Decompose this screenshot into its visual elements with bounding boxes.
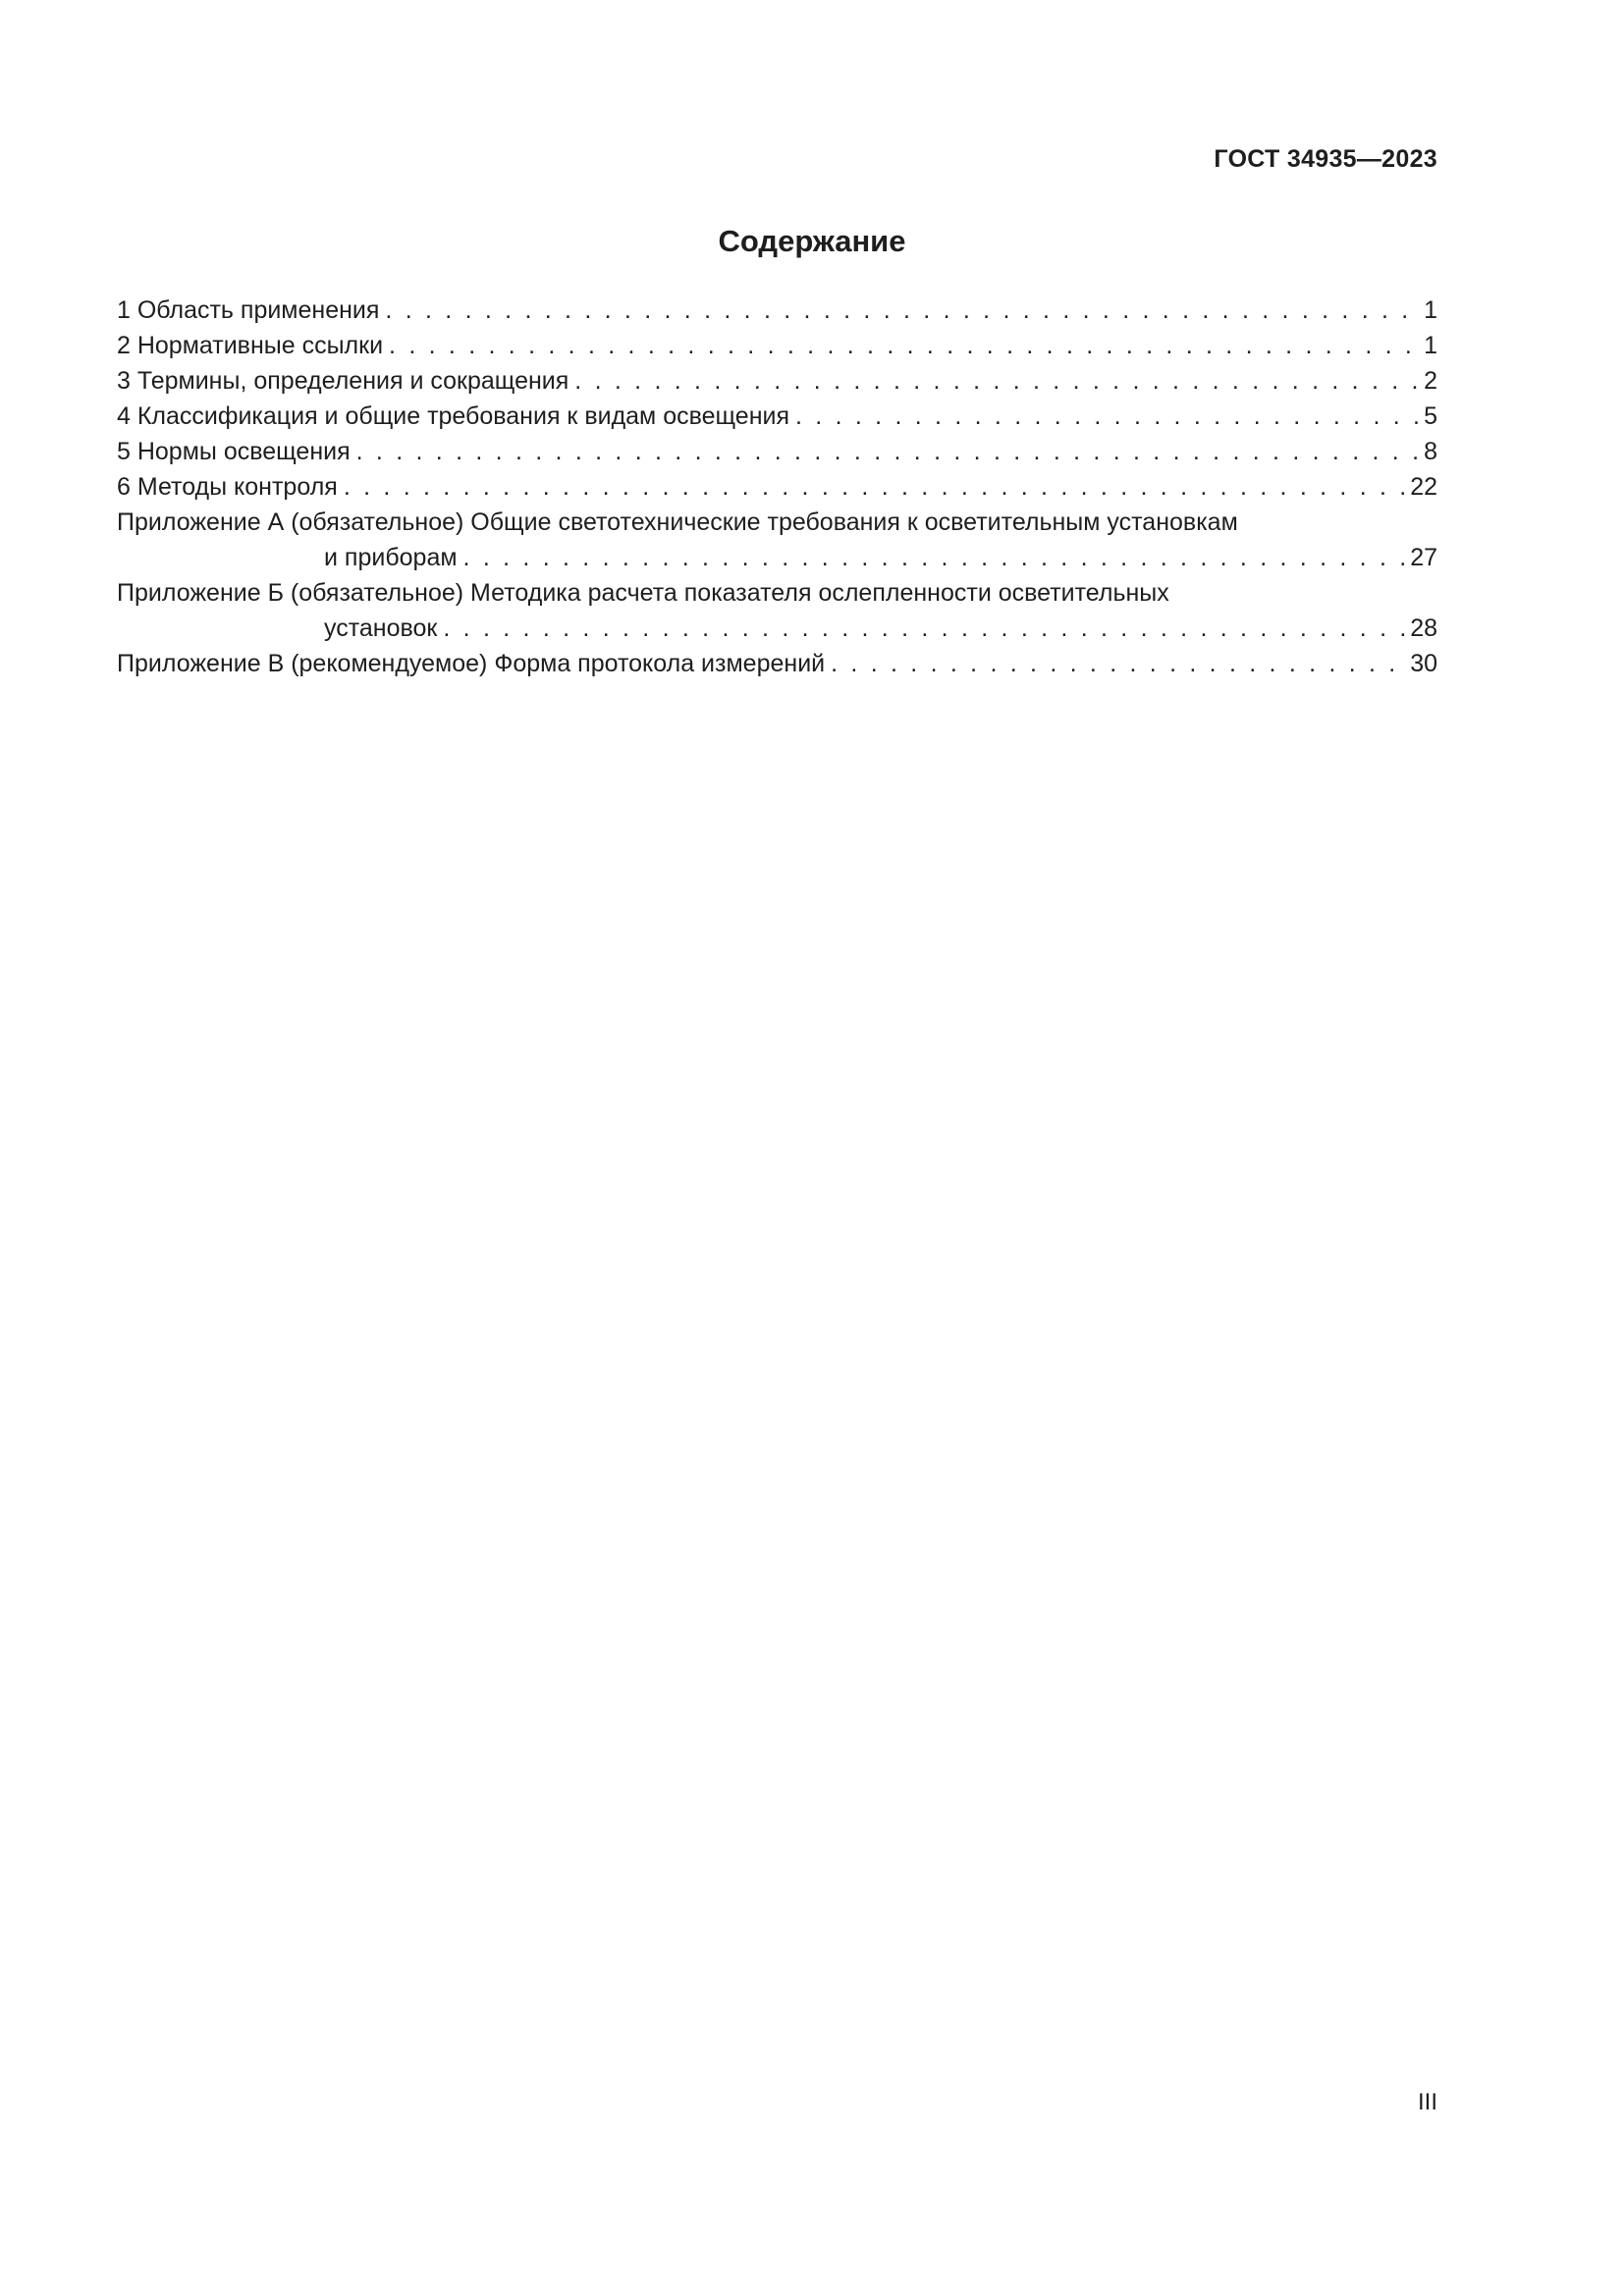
toc-entry-label: 6 Методы контроля <box>117 473 338 501</box>
toc-entry-label: 3 Термины, определения и сокращения <box>117 367 569 395</box>
toc-annex-entry[interactable] <box>117 575 1437 646</box>
toc-entry-label: 5 Нормы освещения <box>117 438 351 465</box>
toc-annex-entry[interactable] <box>117 646 1437 681</box>
toc-entry-label: 2 Нормативные ссылки <box>117 332 384 359</box>
dot-leader <box>389 328 1422 363</box>
toc-title: Содержание <box>718 224 906 258</box>
dot-leader <box>574 363 1422 399</box>
toc-entry[interactable] <box>117 363 1437 399</box>
toc-entry-page: 2 <box>1424 367 1437 395</box>
dot-leader <box>443 611 1408 646</box>
toc-annex-title: Приложение В (рекомендуемое) Форма протокола измерений <box>117 650 826 677</box>
toc-entry-label: 1 Область применения <box>117 296 380 324</box>
toc-entry[interactable] <box>117 399 1437 434</box>
standard-code: ГОСТ 34935—2023 <box>1214 145 1437 173</box>
toc-annex-title-continuation: установок <box>324 614 438 642</box>
toc-entry-label: 4 Классификация и общие требования к видам освещения <box>117 402 789 430</box>
toc-annex-title: Приложение Б (обязательное) Методика расчета показателя ослепленности осветительных <box>117 579 1169 607</box>
dot-leader <box>385 293 1422 328</box>
toc-entry[interactable] <box>117 469 1437 505</box>
toc-entry-page: 22 <box>1410 473 1437 501</box>
toc-entry-page: 30 <box>1410 650 1437 677</box>
toc-entry-page: 1 <box>1424 332 1437 359</box>
dot-leader <box>356 434 1422 469</box>
dot-leader <box>463 540 1409 575</box>
toc-entry-page: 28 <box>1410 614 1437 642</box>
toc-annex-title-continuation: и приборам <box>324 544 458 571</box>
toc-entry-page: 5 <box>1424 402 1437 430</box>
toc-entry[interactable] <box>117 328 1437 363</box>
dot-leader <box>831 646 1408 681</box>
toc-annex-entry[interactable] <box>117 505 1437 575</box>
toc-entry[interactable] <box>117 293 1437 328</box>
toc-entry-page: 27 <box>1410 544 1437 571</box>
page-number: III <box>1417 2089 1437 2115</box>
dot-leader <box>795 399 1422 434</box>
toc-annex-title: Приложение А (обязательное) Общие светотехнические требования к осветительным установкам <box>117 508 1238 536</box>
toc-entry-page: 1 <box>1424 296 1437 324</box>
toc-entry-page: 8 <box>1424 438 1437 465</box>
dot-leader <box>344 469 1408 505</box>
table-of-contents <box>117 293 1437 681</box>
toc-entry[interactable] <box>117 434 1437 469</box>
